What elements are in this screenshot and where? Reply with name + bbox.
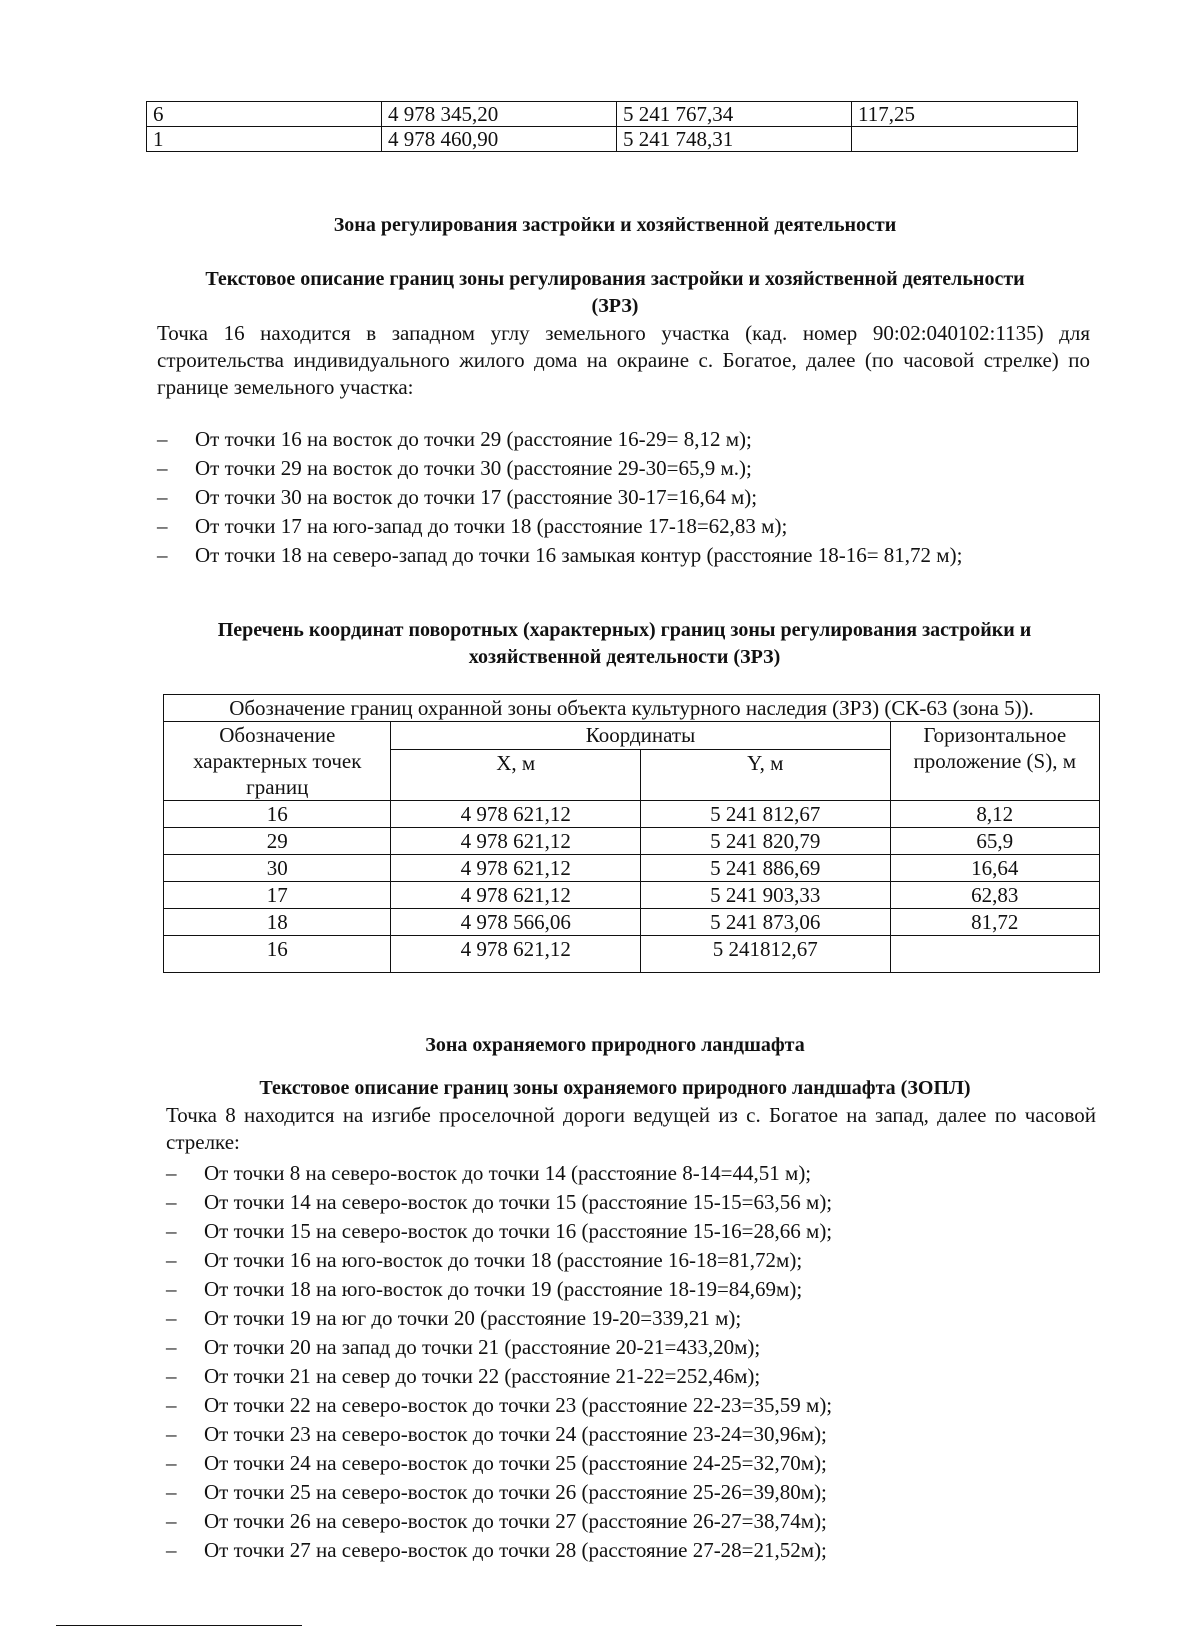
zrz-coordinates-title: Перечень координат поворотных (характерных) границ зоны регулирования застройки и хозяйственной деятельности (ЗРЗ)	[217, 619, 1032, 668]
table-cell: 5 241 767,34	[617, 102, 852, 127]
table-cell: 5 241 748,31	[617, 127, 852, 152]
table-cell: 5 241 873,06	[641, 909, 891, 936]
list-item: – От точки 18 на юго-восток до точки 19 (расстояние 18-19=84,69м);	[166, 1277, 803, 1301]
table-row	[164, 801, 1100, 828]
footnote-separator	[56, 1625, 302, 1626]
table-row	[164, 909, 1100, 936]
table-cell: 16,64	[890, 855, 1099, 882]
table-cell: 62,83	[890, 882, 1099, 909]
table-cell: 16	[164, 801, 391, 828]
zopl-intro-paragraph: Точка 8 находится на изгибе проселочной дороги ведущей из с. Богатое на запад, далее по часовой стрелке:	[166, 1103, 1096, 1154]
table-cell: 4 978 621,12	[391, 855, 641, 882]
zrz-description-title: Текстовое описание границ зоны регулирования застройки и хозяйственной деятельности (ЗРЗ)	[205, 268, 1025, 317]
zopl-section-title: Зона охраняемого природного ландшафта	[425, 1034, 805, 1056]
table-cell: 30	[164, 855, 391, 882]
table-cell: 5 241 812,67	[641, 801, 891, 828]
table-cell: 17	[164, 882, 391, 909]
table-cell: 1	[147, 127, 382, 152]
zrz-section-title: Зона регулирования застройки и хозяйственной деятельности	[333, 214, 897, 236]
column-header-points: Обозначение характерных точек границ	[164, 722, 391, 801]
column-header-distance: Горизонтальное проложение (S), м	[890, 722, 1099, 801]
table-cell: 4 978 460,90	[382, 127, 617, 152]
list-item: – От точки 27 на северо-восток до точки 28 (расстояние 27-28=21,52м);	[166, 1538, 827, 1562]
table-cell: 6	[147, 102, 382, 127]
list-item: – От точки 8 на северо-восток до точки 14 (расстояние 8-14=44,51 м);	[166, 1161, 812, 1185]
table-row	[164, 855, 1100, 882]
table-cell: 29	[164, 828, 391, 855]
list-item: – От точки 22 на северо-восток до точки 23 (расстояние 22-23=35,59 м);	[166, 1393, 833, 1417]
table-cell: 5 241 903,33	[641, 882, 891, 909]
list-item: – От точки 17 на юго-запад до точки 18 (расстояние 17-18=62,83 м);	[157, 514, 788, 538]
table-caption-row	[164, 695, 1100, 722]
table-cell: 5 241 886,69	[641, 855, 891, 882]
list-item: – От точки 29 на восток до точки 30 (расстояние 29-30=65,9 м.);	[157, 456, 752, 480]
table-cell: 117,25	[852, 102, 1078, 127]
table-cell: 4 978 621,12	[391, 828, 641, 855]
table-cell: 18	[164, 909, 391, 936]
list-item: – От точки 30 на восток до точки 17 (расстояние 30-17=16,64 м);	[157, 485, 758, 509]
table-row	[164, 882, 1100, 909]
list-item: – От точки 20 на запад до точки 21 (расстояние 20-21=433,20м);	[166, 1335, 761, 1359]
column-header-coordinates: Координаты	[391, 722, 890, 750]
list-item: – От точки 24 на северо-восток до точки 25 (расстояние 24-25=32,70м);	[166, 1451, 827, 1475]
list-item: – От точки 26 на северо-восток до точки 27 (расстояние 26-27=38,74м);	[166, 1509, 827, 1533]
table-cell: 4 978 621,12	[391, 801, 641, 828]
table-cell: 4 978 621,12	[391, 882, 641, 909]
zrz-intro-paragraph: Точка 16 находится в западном углу земельного участка (кад. номер 90:02:040102:1135) для строительства индивидуального жилого дома на окраине с. Богатое, далее (по часовой стрелке) по границе земельного участка:	[157, 321, 1090, 399]
list-item: – От точки 16 на юго-восток до точки 18 (расстояние 16-18=81,72м);	[166, 1248, 803, 1272]
table-cell: 4 978 621,12	[391, 936, 641, 973]
table-cell: 4 978 566,06	[391, 909, 641, 936]
table-cell	[852, 127, 1078, 152]
top-coordinates-table	[146, 101, 1078, 152]
zopl-boundary-list	[166, 1160, 1096, 1566]
list-item: – От точки 18 на северо-запад до точки 16 замыкая контур (расстояние 18-16= 81,72 м);	[157, 543, 963, 567]
table-row	[147, 102, 1078, 127]
list-item: – От точки 25 на северо-восток до точки 26 (расстояние 25-26=39,80м);	[166, 1480, 827, 1504]
table-caption: Обозначение границ охранной зоны объекта культурного наследия (ЗРЗ) (СК-63 (зона 5)).	[164, 695, 1100, 722]
table-cell	[890, 936, 1099, 973]
zrz-boundary-list	[157, 426, 1090, 571]
list-item: – От точки 21 на север до точки 22 (расстояние 21-22=252,46м);	[166, 1364, 761, 1388]
table-cell: 8,12	[890, 801, 1099, 828]
list-item: – От точки 23 на северо-восток до точки 24 (расстояние 23-24=30,96м);	[166, 1422, 827, 1446]
table-cell: 81,72	[890, 909, 1099, 936]
table-cell: 5 241812,67	[641, 936, 891, 973]
list-item: – От точки 15 на северо-восток до точки 16 (расстояние 15-16=28,66 м);	[166, 1219, 833, 1243]
list-item: – От точки 14 на северо-восток до точки 15 (расстояние 15-15=63,56 м);	[166, 1190, 833, 1214]
table-row	[164, 828, 1100, 855]
table-row	[147, 127, 1078, 152]
column-header-x: X, м	[391, 750, 641, 801]
table-header-row	[164, 722, 1100, 750]
table-cell: 65,9	[890, 828, 1099, 855]
list-item: – От точки 19 на юг до точки 20 (расстояние 19-20=339,21 м);	[166, 1306, 742, 1330]
table-row	[164, 936, 1100, 973]
table-cell: 5 241 820,79	[641, 828, 891, 855]
zrz-coordinates-table	[163, 694, 1100, 973]
column-header-y: Y, м	[641, 750, 891, 801]
zopl-description-title: Текстовое описание границ зоны охраняемого природного ландшафта (ЗОПЛ)	[259, 1077, 971, 1099]
table-cell: 16	[164, 936, 391, 973]
table-cell: 4 978 345,20	[382, 102, 617, 127]
list-item: – От точки 16 на восток до точки 29 (расстояние 16-29= 8,12 м);	[157, 427, 752, 451]
